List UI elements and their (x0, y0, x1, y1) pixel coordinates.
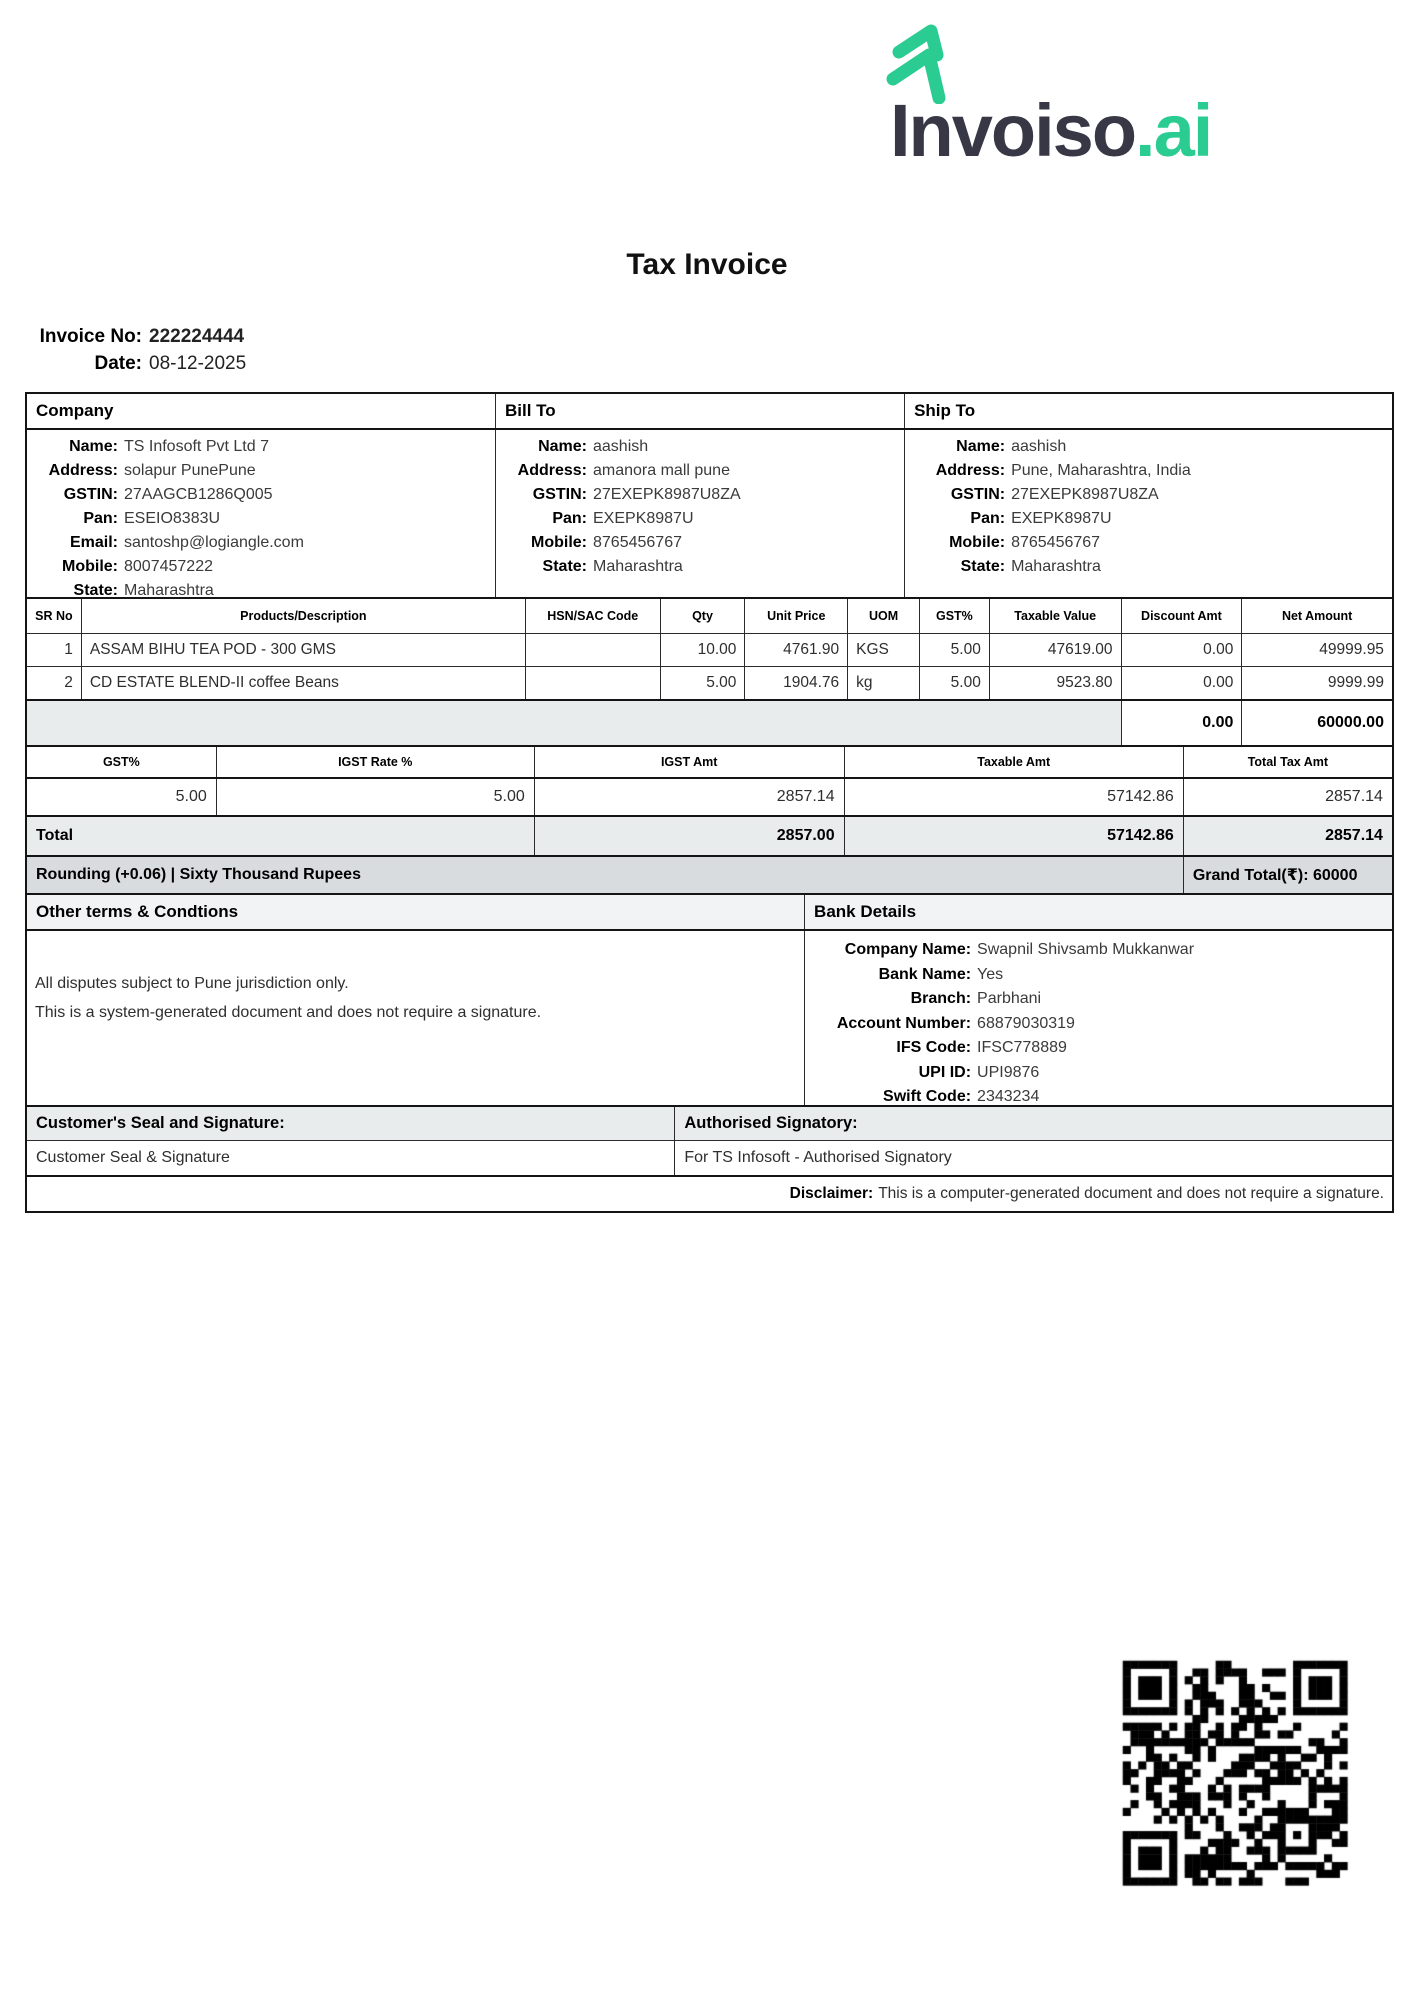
terms-content (27, 931, 805, 1105)
field-label: State: (73, 582, 118, 597)
field-label: GSTIN: (532, 486, 587, 503)
bank-field-value: Parbhani (977, 990, 1042, 1008)
item-sr-no: 1 (27, 634, 82, 666)
tax-col-igst-amt: IGST Amt (535, 747, 845, 777)
tax-col-igst-rate: IGST Rate % (217, 747, 535, 777)
field-value: aashish (1011, 438, 1067, 455)
field-value: Pune, Maharashtra, India (1011, 462, 1191, 479)
tax-col-gst: GST% (27, 747, 217, 777)
authorised-signatory-header: Authorised Signatory: (684, 1114, 858, 1132)
item-hsn (526, 634, 661, 666)
bank-field-label: UPI ID: (918, 1063, 972, 1081)
field-label: State: (960, 558, 1006, 575)
tax-igst-amt-value: 2857.14 (535, 779, 845, 815)
field-label: Address: (935, 462, 1006, 479)
item-description: CD ESTATE BLEND-II coffee Beans (82, 667, 526, 699)
customer-seal-header: Customer's Seal and Signature: (27, 1107, 675, 1140)
col-header-uom: UOM (848, 599, 920, 633)
company-header: Company (27, 394, 496, 428)
field-value: Maharashtra (124, 582, 214, 597)
terms-line: All disputes subject to Pune jurisdiction only. (35, 975, 349, 992)
item-gst: 5.00 (920, 667, 990, 699)
signature-header-row (27, 1105, 1392, 1140)
bank-field-value: Yes (977, 965, 1004, 983)
tax-table-header (27, 745, 1392, 777)
item-taxable-value: 9523.80 (990, 667, 1122, 699)
item-sr-no: 2 (27, 667, 82, 699)
bank-field-value: Swapnil Shivsamb Mukkanwar (977, 941, 1195, 959)
field-value: TS Infosoft Pvt Ltd 7 (124, 438, 269, 455)
field-value: EXEPK8987U (593, 510, 694, 527)
tax-total-taxable-amt: 57142.86 (845, 817, 1184, 855)
item-qty: 10.00 (661, 634, 746, 666)
field-value: EXEPK8987U (1011, 510, 1112, 527)
field-value: 8007457222 (124, 558, 213, 575)
invoice-date-label: Date: (94, 352, 142, 374)
item-unit-price: 4761.90 (745, 634, 848, 666)
field-value: 27AAGCB1286Q005 (124, 486, 273, 503)
items-total-net: 60000.00 (1242, 701, 1392, 745)
bank-field-label: Swift Code: (883, 1088, 972, 1105)
field-value: aashish (593, 438, 649, 455)
col-header-qty: Qty (661, 599, 746, 633)
terms-bank-header-row (27, 893, 1392, 929)
invoice-date-value: 08-12-2025 (149, 352, 247, 374)
tax-total-tax-value: 2857.14 (1325, 788, 1383, 805)
items-table-header (27, 597, 1392, 633)
tax-col-total-tax: Total Tax Amt (1247, 755, 1329, 769)
item-unit-price: 1904.76 (745, 667, 848, 699)
company-details (27, 430, 496, 597)
tax-total-igst-amt: 2857.00 (535, 817, 845, 855)
bank-field-label: Account Number: (836, 1014, 972, 1032)
invoice-date-line (33, 350, 246, 377)
tax-total-row (27, 815, 1392, 855)
ship-to-details (905, 430, 1392, 597)
item-row (27, 666, 1392, 699)
terms-line: This is a system-generated document and does not require a signature. (35, 1004, 542, 1021)
invoice-number-value: 222224444 (149, 325, 245, 347)
field-value: 8765456767 (593, 534, 682, 551)
bank-field-value: UPI9876 (977, 1063, 1040, 1081)
tax-taxable-amt-value: 57142.86 (845, 779, 1184, 815)
item-description: ASSAM BIHU TEA POD - 300 GMS (82, 634, 526, 666)
items-totals-filler (27, 701, 1122, 745)
item-gst: 5.00 (920, 634, 990, 666)
item-uom: KGS (848, 634, 920, 666)
invoice-sheet (25, 392, 1394, 1213)
signature-value-row (27, 1140, 1392, 1175)
field-label: Address: (517, 462, 587, 479)
field-label: Address: (48, 462, 118, 479)
logo-text-dark: Invoiso (890, 89, 1136, 172)
items-total-discount: 0.00 (1122, 701, 1243, 745)
tax-igst-rate-value: 5.00 (217, 779, 535, 815)
field-label: State: (542, 558, 587, 575)
field-value: santoshp@logiangle.com (124, 534, 304, 551)
item-qty: 5.00 (661, 667, 746, 699)
rounding-text: Rounding (+0.06) | Sixty Thousand Rupees (27, 857, 1184, 893)
field-label: GSTIN: (950, 486, 1006, 503)
field-label: Mobile: (62, 558, 118, 575)
col-header-description: Products/Description (82, 599, 526, 633)
invoice-number-line (33, 323, 246, 350)
field-value: amanora mall pune (593, 462, 730, 479)
field-label: GSTIN: (63, 486, 118, 503)
disclaimer-text: This is a computer-generated document and does not require a signature. (878, 1185, 1384, 1202)
item-taxable-value: 47619.00 (990, 634, 1122, 666)
field-label: Name: (69, 438, 118, 455)
field-label: Pan: (83, 510, 118, 527)
field-label: Mobile: (949, 534, 1006, 551)
party-body-row (27, 428, 1392, 597)
bank-header: Bank Details (814, 902, 917, 921)
items-totals-row (27, 699, 1392, 745)
item-net-amount: 9999.99 (1327, 674, 1384, 691)
item-discount: 0.00 (1122, 667, 1243, 699)
bill-to-header: Bill To (496, 394, 905, 428)
terms-bank-body-row (27, 929, 1392, 1105)
item-row (27, 633, 1392, 666)
field-value: solapur PunePune (124, 462, 256, 479)
col-header-gst: GST% (920, 599, 990, 633)
authorised-signatory-value: For TS Infosoft - Authorised Signatory (684, 1149, 952, 1166)
col-header-unit-price: Unit Price (745, 599, 848, 633)
field-label: Mobile: (531, 534, 587, 551)
rounding-row (27, 855, 1392, 893)
bank-field-label: Company Name: (844, 941, 972, 959)
tax-col-taxable-amt: Taxable Amt (845, 747, 1184, 777)
terms-header: Other terms & Condtions (27, 895, 805, 929)
col-header-hsn: HSN/SAC Code (526, 599, 661, 633)
invoice-meta (33, 323, 246, 377)
bank-field-label: Bank Name: (878, 965, 972, 983)
item-hsn (526, 667, 661, 699)
col-header-net-amount: Net Amount (1281, 609, 1353, 623)
ship-to-header: Ship To (914, 401, 976, 420)
col-header-sr-no: SR No (27, 599, 82, 633)
col-header-discount: Discount Amt (1122, 599, 1243, 633)
party-header-row (27, 394, 1392, 428)
disclaimer-label: Disclaimer: (789, 1185, 874, 1202)
bank-field-value: 2343234 (977, 1088, 1040, 1105)
bank-field-label: Branch: (910, 990, 972, 1008)
grand-total: Grand Total(₹): 60000 (1192, 867, 1358, 884)
bill-to-details (496, 430, 905, 597)
invoice-number-label: Invoice No: (39, 325, 142, 347)
bank-field-value: 68879030319 (977, 1014, 1075, 1032)
logo-text-accent: .ai (1135, 89, 1212, 172)
logo-text (890, 90, 1211, 171)
field-label: Name: (956, 438, 1006, 455)
field-value: Maharashtra (1011, 558, 1101, 575)
item-net-amount: 49999.95 (1319, 641, 1384, 658)
item-uom: kg (848, 667, 920, 699)
field-value: ESEIO8383U (124, 510, 221, 527)
col-header-taxable-value: Taxable Value (990, 599, 1122, 633)
field-value: Maharashtra (593, 558, 683, 575)
item-discount: 0.00 (1122, 634, 1243, 666)
page-title: Tax Invoice (626, 248, 788, 281)
tax-total-label: Total (27, 817, 535, 855)
field-label: Email: (69, 534, 118, 551)
bank-field-label: IFS Code: (896, 1039, 972, 1057)
disclaimer-row (27, 1175, 1392, 1211)
tax-value-row (27, 777, 1392, 815)
tax-total-tax-amt: 2857.14 (1325, 827, 1383, 844)
tax-gst-value: 5.00 (27, 779, 217, 815)
field-label: Pan: (970, 510, 1006, 527)
qr-code (1115, 1653, 1355, 1893)
field-value: 27EXEPK8987U8ZA (593, 486, 741, 503)
field-label: Name: (538, 438, 587, 455)
field-value: 27EXEPK8987U8ZA (1011, 486, 1159, 503)
bank-field-value: IFSC778889 (977, 1039, 1067, 1057)
field-label: Pan: (552, 510, 587, 527)
field-value: 8765456767 (1011, 534, 1101, 551)
customer-seal-value: Customer Seal & Signature (27, 1141, 675, 1175)
bank-details (805, 931, 1392, 1105)
